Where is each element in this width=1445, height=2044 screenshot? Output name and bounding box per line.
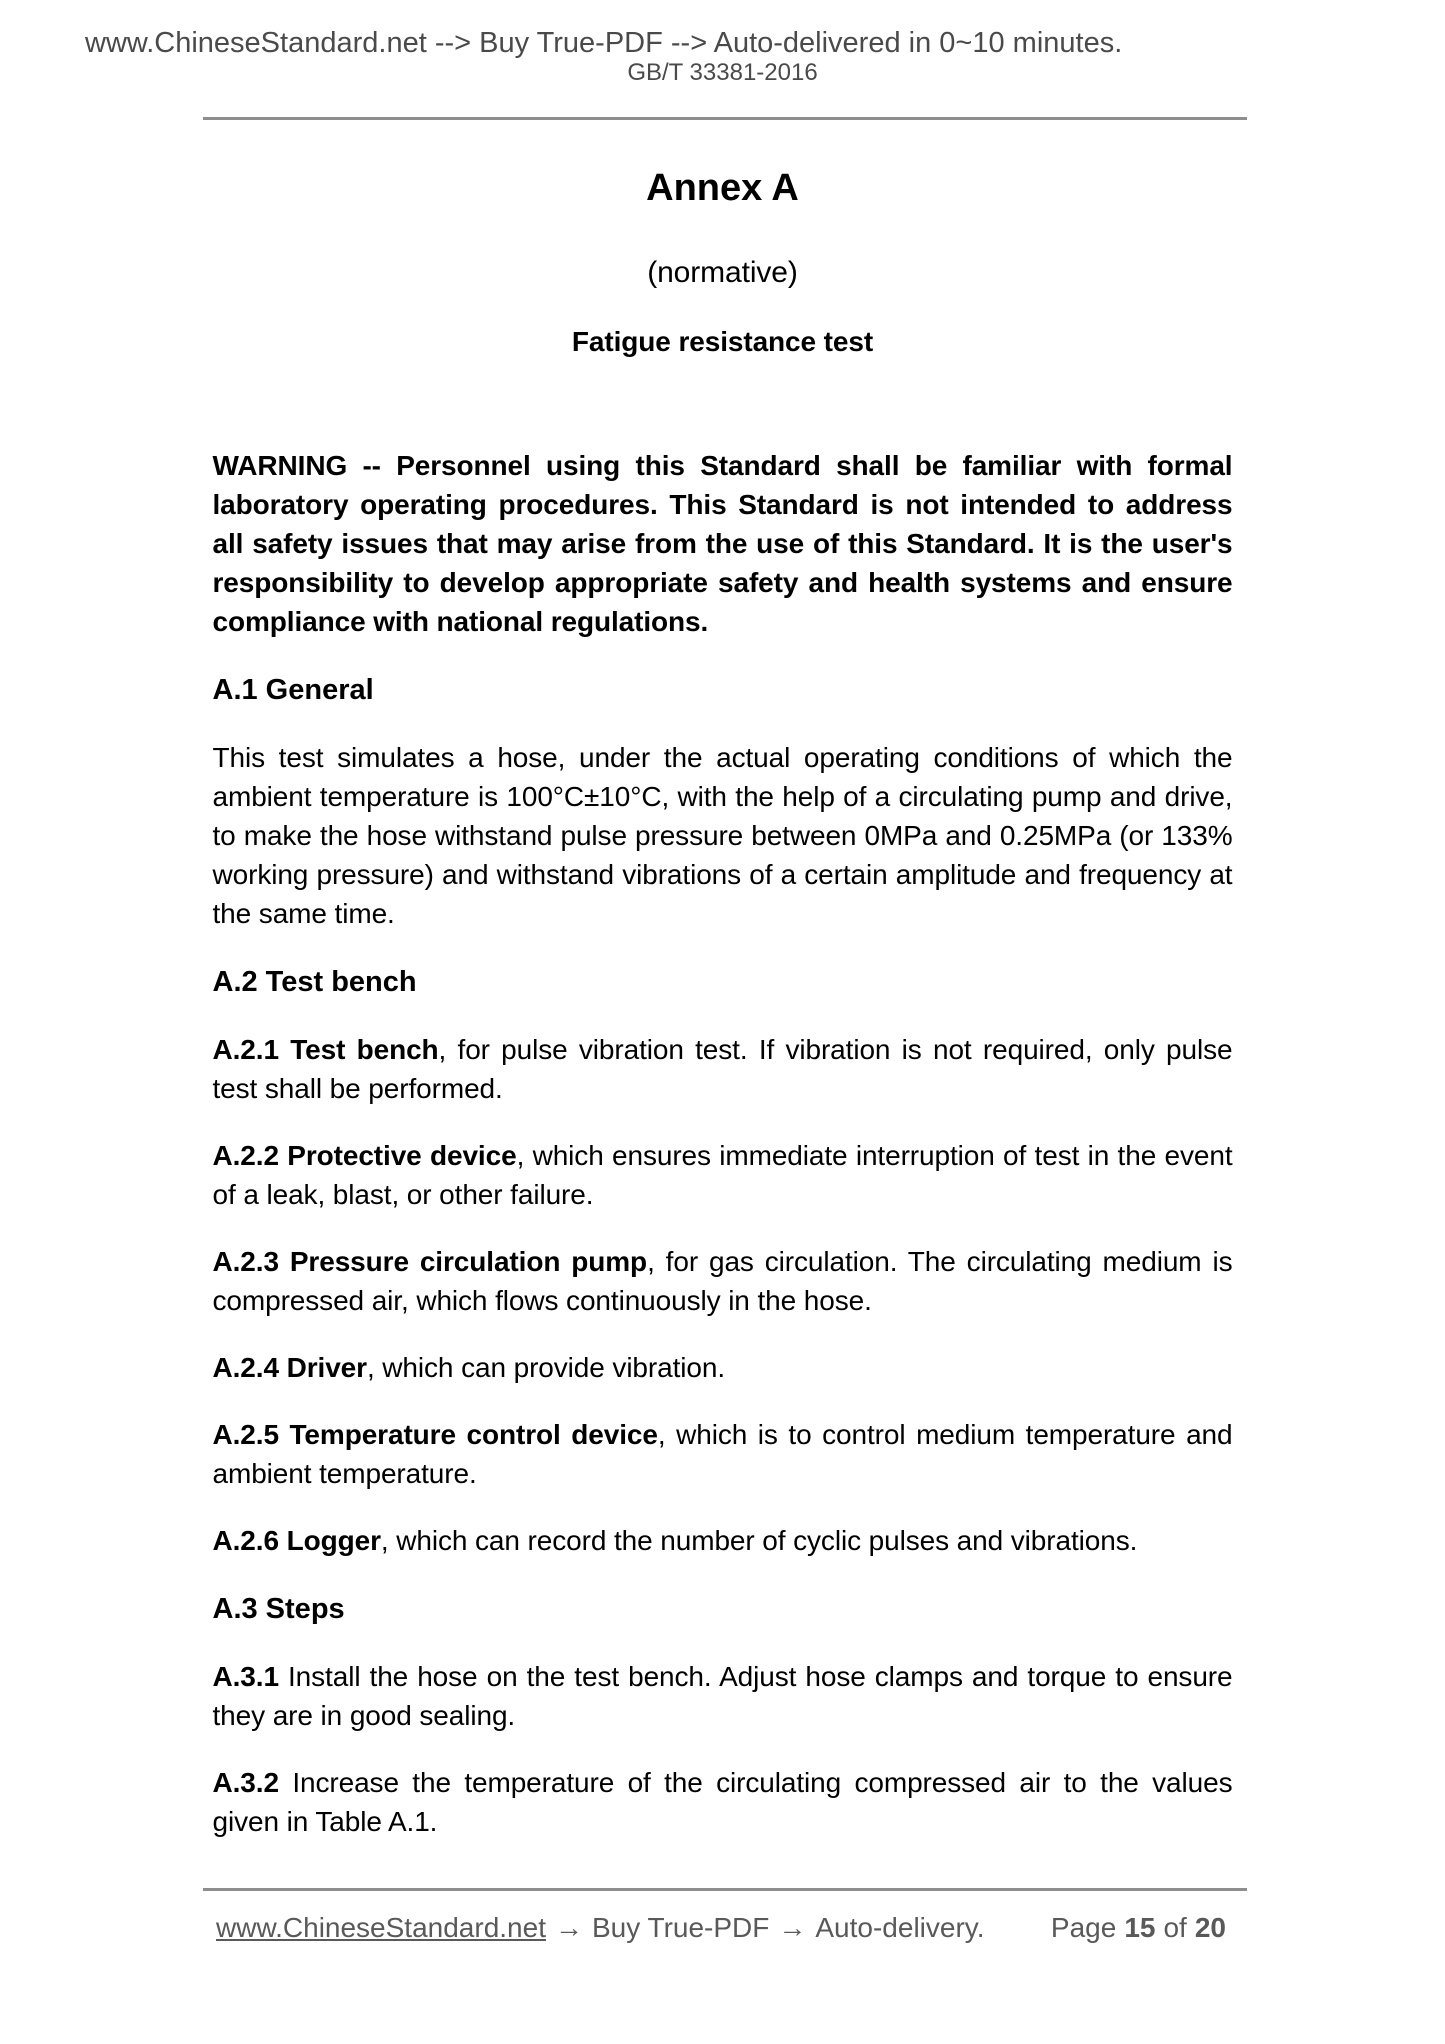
annex-subtitle: Fatigue resistance test — [571, 326, 874, 357]
annex-title: Annex A — [646, 167, 799, 209]
header-divider — [203, 117, 1247, 120]
footer-delivery-label: Auto-delivery. — [815, 1912, 985, 1943]
text-a2-4: , which can provide vibration. — [366, 1352, 726, 1383]
paragraph-a2-3 — [213, 1242, 1233, 1320]
footer-divider — [203, 1888, 1247, 1891]
text-a2-5: , which is to control medium temperature and ambient temperature. — [212, 1419, 1233, 1489]
page-of-label: of — [1163, 1912, 1187, 1943]
term-a2-6: A.2.6 Logger — [212, 1525, 381, 1556]
term-a3-1: A.3.1 — [212, 1661, 279, 1692]
term-a2-3: A.2.3 Pressure circulation pump — [212, 1246, 648, 1277]
footer-page-indicator — [1051, 1911, 1230, 1945]
term-a2-4: A.2.4 Driver — [212, 1352, 367, 1383]
arrow-right-icon: → — [778, 1912, 807, 1943]
text-a2-1: , for pulse vibration test. If vibration is not required, only pulse test shall be performed. — [212, 1034, 1233, 1104]
arrow-right-icon: → — [554, 1912, 583, 1943]
page-current: 15 — [1124, 1912, 1156, 1943]
text-a2-3: , for gas circulation. The circulating medium is compressed air, which flows continuously in the hose. — [212, 1246, 1233, 1316]
header-doc-number: GB/T 33381-2016 — [627, 59, 818, 86]
paragraph-a2-5 — [213, 1415, 1233, 1493]
document-body — [213, 167, 1233, 1841]
paragraph-a2-6 — [213, 1521, 1233, 1560]
page-label: Page — [1050, 1912, 1117, 1943]
term-a2-1: A.2.1 Test bench — [212, 1034, 439, 1065]
paragraph-a2-4 — [213, 1348, 1233, 1387]
text-a3-1: Install the hose on the test bench. Adjust hose clamps and torque to ensure they are in good sealing. — [212, 1661, 1233, 1731]
footer-site-link[interactable]: www.ChineseStandard.net — [216, 1912, 546, 1943]
warning-paragraph: WARNING -- Personnel using this Standard shall be familiar with formal laboratory operating procedures. This Standard is not intended to address all safety issues that may arise from the use of this Standard. It is the user's responsibility to develop appropriate safety and health systems and ensure compliance with national regulations. — [212, 450, 1233, 637]
term-a3-2: A.3.2 — [212, 1767, 279, 1798]
term-a2-2: A.2.2 Protective device — [212, 1140, 517, 1171]
footer-buy-label: Buy True-PDF — [591, 1912, 770, 1943]
page-total: 20 — [1194, 1912, 1226, 1943]
header-url-line: www.ChineseStandard.net --> Buy True-PDF --> Auto-delivered in 0~10 minutes. — [85, 27, 1123, 59]
normative-label: (normative) — [647, 256, 798, 289]
text-a2-2: , which ensures immediate interruption of test in the event of a leak, blast, or other failure. — [212, 1140, 1233, 1210]
footer — [216, 1911, 1230, 1945]
paragraph-a3-2 — [213, 1763, 1233, 1841]
section-a1-paragraph: This test simulates a hose, under the actual operating conditions of which the ambient temperature is 100°C±10°C, with the help of a circulating pump and drive, to make the hose withstand pulse pressure between 0MPa and 0.25MPa (or 133% working pressure) and withstand vibrations of a certain amplitude and frequency at the same time. — [212, 742, 1233, 929]
paragraph-a3-1 — [213, 1657, 1233, 1735]
section-a2-heading: A.2 Test bench — [212, 966, 417, 998]
paragraph-a2-2 — [213, 1136, 1233, 1214]
section-a3-heading: A.3 Steps — [212, 1593, 345, 1625]
term-a2-5: A.2.5 Temperature control device — [212, 1419, 658, 1450]
text-a3-2: Increase the temperature of the circulating compressed air to the values given in Table A.1. — [212, 1767, 1233, 1837]
text-a2-6: , which can record the number of cyclic pulses and vibrations. — [380, 1525, 1138, 1556]
section-a1-heading: A.1 General — [212, 674, 374, 706]
footer-breadcrumb — [216, 1911, 984, 1945]
paragraph-a2-1 — [213, 1030, 1233, 1108]
